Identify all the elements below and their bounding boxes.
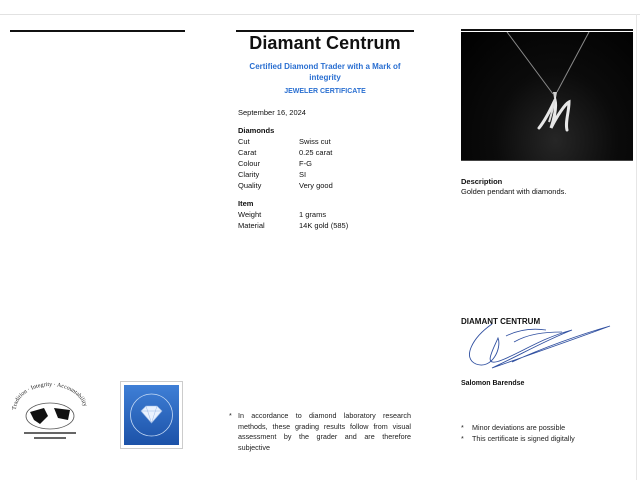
diamonds-heading: Diamonds — [238, 126, 275, 135]
note-signed-digitally: * This certificate is signed digitally — [461, 433, 575, 443]
product-photo — [461, 32, 633, 161]
grading-disclaimer — [229, 411, 411, 453]
spec-key: Colour — [238, 159, 261, 168]
spec-row-cut — [238, 137, 331, 146]
pendant-image-icon — [461, 32, 633, 160]
spec-row-carat — [238, 148, 332, 157]
bullet: * — [229, 411, 232, 420]
jeweler-certificate-label: JEWELER CERTIFICATE — [284, 88, 366, 95]
page-title: Diamant Centrum — [249, 33, 401, 53]
signature-scribble-icon — [462, 318, 612, 374]
spec-value: SI — [299, 170, 307, 179]
spec-key: Clarity — [238, 170, 260, 179]
description-heading: Description — [461, 177, 503, 186]
world-federation-logo — [10, 382, 90, 442]
left-column-rule — [10, 30, 185, 32]
spec-value: 1 grams — [299, 210, 327, 219]
page-right-border — [636, 14, 637, 480]
globe-seal-icon — [10, 382, 90, 442]
diamond-icon — [124, 385, 179, 445]
center-column-rule — [236, 30, 414, 32]
certificate-date: September 16, 2024 — [238, 108, 306, 117]
spec-key: Cut — [238, 137, 250, 146]
signatory-name: Salomon Barendse — [461, 380, 525, 387]
spec-row-quality — [238, 181, 333, 190]
spec-value: 0.25 carat — [299, 148, 333, 157]
spec-key: Quality — [238, 181, 262, 190]
certificate-notes — [461, 423, 575, 444]
spec-value: Very good — [299, 181, 333, 190]
disclaimer-text: In accordance to diamond laboratory research methods, these grading results follow from visual assessment by the grader and are therefore subjective — [238, 411, 411, 452]
spec-key: Weight — [238, 210, 262, 219]
item-heading: Item — [238, 199, 254, 208]
spec-row-weight — [238, 210, 326, 219]
spec-row-colour — [238, 159, 312, 168]
svg-text:Tradition · Integrity · Accoun: Tradition · Integrity · Accountability — [11, 382, 88, 411]
spec-value: F-G — [299, 159, 312, 168]
signature-company: DIAMANT CENTRUM — [461, 317, 541, 326]
page-top-border — [0, 14, 640, 15]
spec-row-material — [238, 221, 348, 230]
note-minor-deviations: * Minor deviations are possible — [461, 423, 566, 432]
description-text: Golden pendant with diamonds. — [461, 187, 567, 196]
spec-value: 14K gold (585) — [299, 221, 349, 230]
right-column-rule — [461, 29, 633, 31]
diamond-council-logo — [120, 381, 183, 449]
spec-row-clarity — [238, 170, 306, 179]
certified-trader-subtitle: Certified Diamond Trader with a Mark of integrity — [249, 62, 401, 82]
spec-value: Swiss cut — [299, 137, 331, 146]
spec-key: Material — [238, 221, 265, 230]
spec-key: Carat — [238, 148, 257, 157]
